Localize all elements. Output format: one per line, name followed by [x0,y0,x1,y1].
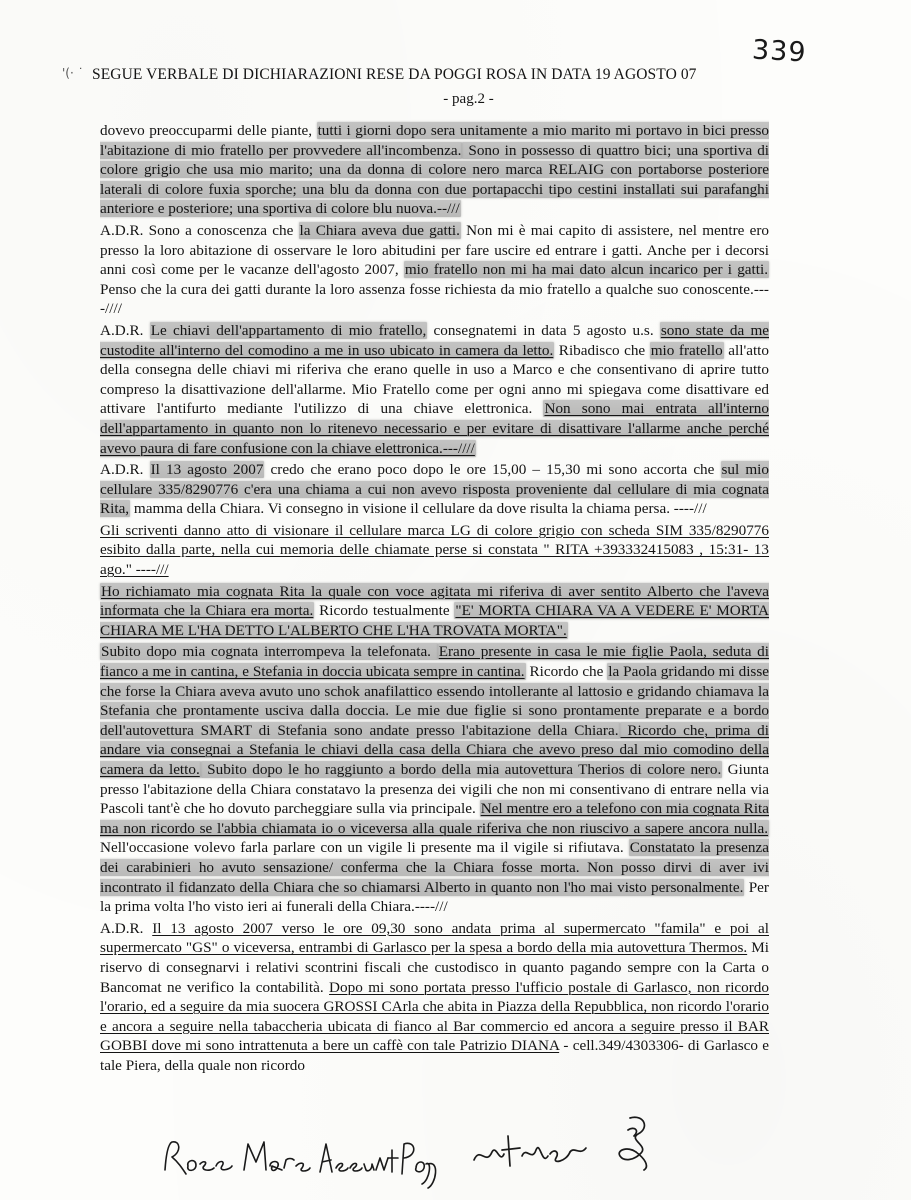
highlighted-text: sono state da me custodite all'interno del comodino a me in uso ubicato in camera da letto. [100,321,769,359]
text-span: Mi riservo di consegnarvi i relativi scontrini fiscali che custodisco in quanto pagando sempre con la Carta o Bancomat ne verifico la contabilità. [100,939,769,996]
handwritten-page-number: 339 [751,34,808,69]
highlighted-text: la Chiara aveva due gatti. [299,221,460,239]
underlined-text: Gli scriventi danno atto di visionare il cellulare marca LG di colore grigio con scheda SIM 335/8290776 esibito dalla parte, nella cui memoria delle chiamate perse si constata " RITA +393332415083 , 15:31- 13 ago." ----/// [100,521,769,579]
highlighted-text: Le chiavi dell'appartamento di mio fratello, [150,321,427,339]
highlighted-text: "E' MORTA CHIARA VA A VEDERE E' MORTA CHIARA ME L'HA DETTO L'ALBERTO CHE L'HA TROVATA MORTA". [100,602,770,639]
text-span: A.D.R. [100,919,153,937]
text-span: Per la prima volta l'ho visto ieri ai funerali della Chiara.----/// [100,878,769,916]
paragraph-alibi [100,919,769,1076]
underlined-text: Il 13 agosto 2007 verso le ore 09,30 sono andata prima al supermercato "famila" e poi al supermercato "GS" o viceversa, entrambi di Garlasco per la spesa a bordo della mia autovettura Thermos. [100,919,769,957]
signature-row [160,1122,800,1192]
highlighted-text: Ricordo che, prima di andare via consegnai a Stefania le chiavi della casa della Chiara che avevo preso dal mio comodino della camera da letto. [100,721,769,778]
text-span: consegnatemi in data 5 agosto u.s. [427,321,660,339]
text-span: A.D.R. Sono a conoscenza che [100,221,299,239]
paragraph-callback [100,582,769,641]
highlighted-text: Erano presente in casa le mie figlie Paola, seduta di fianco a me in cantina, e Stefania in doccia ubicata sempre in cantina. [100,643,769,681]
text-span: mamma della Chiara. Vi consegno in visione il cellulare da dove risulta la chiama persa. ----/// [130,500,707,518]
page-indicator: - pag.2 - [443,91,494,107]
paragraph-phone-record [100,521,769,580]
highlighted-text: la Paola gridando mi disse che forse la Chiara aveva avuto uno schok anafilattico essendo intollerante al lattosio e gridando chiamava la Stefania che prontamente usciva dalla doccia. Le mie due figlie si sono prontamente preparate e a bordo dell'autovettura SMART di Stefania sono andate presso l'abitazione della Chiara. [100,663,769,739]
highlighted-text: Il 13 agosto 2007 [150,461,264,479]
text-span: dovevo preoccuparmi delle piante, [100,122,317,139]
text-span: Ricordo che [525,663,608,681]
margin-mark: '(· ˙ [62,66,84,80]
underlined-text: Dopo mi sono portata presso l'ufficio postale di Garlasco, non ricordo l'orario, ed a seguire da mia suocera GROSSI CArla che abita in Piazza della Repubblica, non ricordo l'orario e ancora a seguire nella tabaccheria ubicata di fianco al Bar commercio ed ancora a seguire presso il BAR GOBBI dove mi sono intrattenuta a bere un caffè con tale Patrizio DIANA [100,978,769,1055]
highlighted-text: Sono in possesso di quattro bici; una sportiva di colore grigio che usa mio marito; una da donna di colore nero marca RELAIG con portaborse posteriore laterali di colore fuxia sporche; una blu da donna con due portapacchi tipo cestini installati sui parafanghi anteriore e posteriore; una sportiva di colore blu nuova.--/// [100,141,770,218]
text-span: Penso che la cura dei gatti durante la loro assenza fosse richiesta da mio fratello a qualche suo conoscente.----//// [100,280,769,318]
paragraph-bicycles [100,121,769,219]
witness-signature [160,1130,430,1190]
highlighted-text: mio fratello non mi ha mai dato alcun incarico per i gatti. [404,261,768,279]
text-span: - cell.349/4303306- di Garlasco e tale Piera, della quale non ricordo [100,1037,769,1074]
text-span: Giunta presso l'abitazione della Chiara constatavo la presenza dei vigili che non mi consentivano di entrare nella via Pascoli tant'è che ho dovuto parcheggiare sulla via principale. [100,761,769,818]
text-span: credo che erano poco dopo le ore 15,00 – 15,30 mi sono accorta che [264,461,721,479]
paragraph-events [100,642,769,916]
paragraph-missed-call [100,460,769,519]
text-span: Nell'occasione volevo farla parlare con un vigile li presente ma il vigile si rifiutava. [100,839,629,857]
highlighted-text: Subito dopo mia cognata interrompeva la telefonata. [101,643,437,661]
highlighted-text: mio fratello [650,341,723,359]
text-span: A.D.R. [100,321,150,339]
statement-body [100,121,769,1078]
highlighted-text: Constatato la presenza dei carabinieri ho avuto sensazione/ conferma che la Chiara fosse morta. Non posso dirvi di aver ivi incontrato il fidanzato della Chiara che so chiamarsi Alberto in quanto non l'ho mai visto personalmente. [100,839,769,896]
highlighted-text: Non sono mai entrata all'interno dell'appartamento in quanto non lo ritenevo necessario e per evitare di disattivare l'allarme anche perché avevo paura di fare confusione con la chiave elettronica.---//// [100,400,769,457]
highlighted-text: Subito dopo le ho raggiunto a bordo della mia autovettura Therios di colore nero. [201,761,722,778]
text-span: Non mi è mai capito di assistere, nel mentre ero presso la loro abitazione di osservare le loro abitudini per fare uscire ed entrare i gatti. Anche per i decorsi anni così come per le vacanze dell'agosto 2007, [100,221,769,279]
highlighted-text: Nel mentre ero a telefono con mia cognata Rita ma non ricordo se l'abbia chiamata io o viceversa alla quale riferiva che non riuscivo a sapere ancora nulla. [100,800,769,837]
highlighted-text: Ho richiamato mia cognata Rita la quale con voce agitata mi riferiva di aver sentito Alberto che l'aveva informata che la Chiara era morta. [100,582,769,620]
text-span: Ricordo testualmente [314,602,455,620]
officer-signature [610,1112,670,1172]
text-span: Ribadisco che [554,341,650,359]
highlighted-text: sul mio cellulare 335/8290776 c'era una chiama a cui non avevo risposta proveniente dal cellulare di mia cognata Rita, [100,461,769,518]
paragraph-cats [100,221,769,319]
highlighted-text: tutti i giorni dopo sera unitamente a mio marito mi portavo in bici presso l'abitazione di mio fratello per provvedere all'incombenza. [100,122,769,159]
document-title: SEGUE VERBALE DI DICHIARAZIONI RESE DA POGGI ROSA IN DATA 19 AGOSTO 07 [92,66,697,83]
text-span: A.D.R. [100,461,150,479]
officer-signature [470,1126,590,1176]
text-span: all'atto della consegna delle chiavi mi riferiva che erano quelle in uso a Marco e che consentivano di aprire tutto compreso la disattivazione dell'allarme. Mio Fratello come per ogni anno mi spiegava come disattivare ed attivare l'antifurto mediante l'utilizzo di una chiave elettronica. [100,341,769,418]
paragraph-keys [100,321,769,458]
